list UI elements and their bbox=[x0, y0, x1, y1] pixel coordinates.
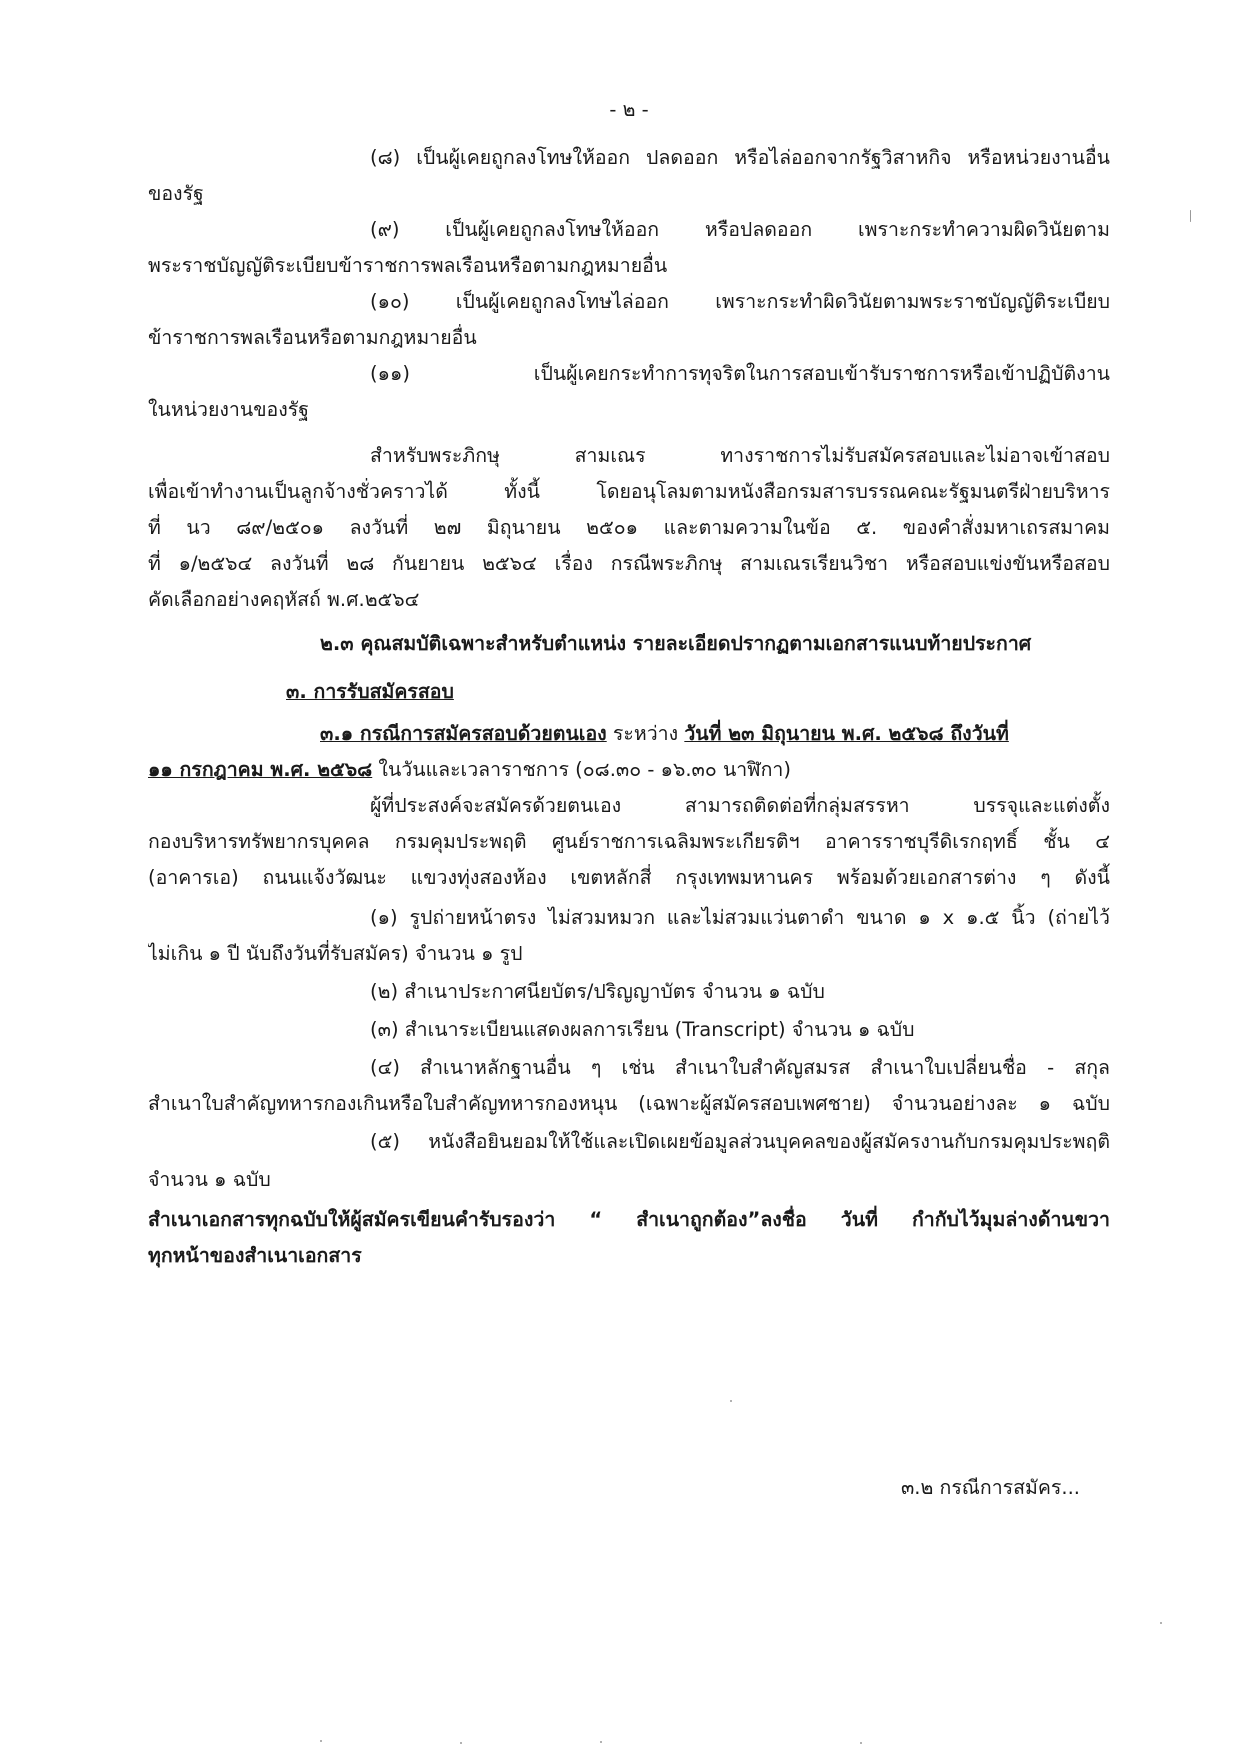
document-item-1-cont: ไม่เกิน ๑ ปี นับถึงวันที่รับสมัคร) จำนวน ๑ รูป bbox=[148, 942, 523, 965]
subsection-3-1-line-2 bbox=[148, 752, 1110, 788]
section-heading-3: ๓. การรับสมัครสอบ bbox=[286, 680, 454, 703]
date-range-connector: ระหว่าง bbox=[606, 722, 685, 745]
certification-note-cont: ทุกหน้าของสำเนาเอกสาร bbox=[148, 1244, 362, 1267]
paragraph-line: (๑๑) เป็นผู้เคยกระทำการทุจริตในการสอบเข้ารับราชการหรือเข้าปฏิบัติงาน bbox=[370, 362, 1110, 385]
paragraph-line: กองบริหารทรัพยากรบุคคล กรมคุมประพฤติ ศูนย์ราชการเฉลิมพระเกียรติฯ อาคารราชบุรีดิเรกฤทธิ์ ชั้น ๔ bbox=[148, 830, 1110, 853]
paragraph-line: ที่ นว ๘๙/๒๕๐๑ ลงวันที่ ๒๗ มิถุนายน ๒๕๐๑ และตามความในข้อ ๕. ของคำสั่งมหาเถรสมาคม bbox=[148, 516, 1110, 539]
page-number: - ๒ - bbox=[609, 98, 649, 121]
paragraph-line: ของรัฐ bbox=[148, 182, 204, 205]
certification-note: สำเนาเอกสารทุกฉบับให้ผู้สมัครเขียนคำรับรองว่า “ สำเนาถูกต้อง”ลงชื่อ วันที่ กำกับไว้มุมล่างด้านขวา bbox=[148, 1208, 1110, 1231]
paragraph-line: ข้าราชการพลเรือนหรือตามกฎหมายอื่น bbox=[148, 326, 477, 349]
scan-speck bbox=[860, 1742, 862, 1744]
document-item-5: (๕) หนังสือยินยอมให้ใช้และเปิดเผยข้อมูลส่วนบุคคลของผู้สมัครงานกับกรมคุมประพฤติ bbox=[370, 1130, 1110, 1153]
paragraph-line: ที่ ๑/๒๕๖๔ ลงวันที่ ๒๘ กันยายน ๒๕๖๔ เรื่อง กรณีพระภิกษุ สามเณรเรียนวิชา หรือสอบแข่งขันหรือสอบ bbox=[148, 552, 1110, 575]
scan-speck bbox=[460, 1742, 462, 1744]
paragraph-line: ผู้ที่ประสงค์จะสมัครด้วยตนเอง สามารถติดต่อที่กลุ่มสรรหา บรรจุและแต่งตั้ง bbox=[370, 794, 1110, 817]
document-item-4: (๔) สำเนาหลักฐานอื่น ๆ เช่น สำเนาใบสำคัญสมรส สำเนาใบเปลี่ยนชื่อ - สกุล bbox=[370, 1056, 1110, 1079]
paragraph-line: เพื่อเข้าทำงานเป็นลูกจ้างชั่วคราวได้ ทั้งนี้ โดยอนุโลมตามหนังสือกรมสารบรรณคณะรัฐมนตรีฝ่ายบริหาร bbox=[148, 480, 1110, 503]
office-hours: ในวันและเวลาราชการ (๐๘.๓๐ - ๑๖.๓๐ นาฬิกา) bbox=[372, 758, 791, 781]
paragraph-line: (๑๐) เป็นผู้เคยถูกลงโทษไล่ออก เพราะกระทำผิดวินัยตามพระราชบัญญัติระเบียบ bbox=[370, 290, 1110, 313]
paragraph-line: ในหน่วยงานของรัฐ bbox=[148, 398, 310, 421]
scan-speck bbox=[1190, 210, 1191, 222]
paragraph-line: คัดเลือกอย่างคฤหัสถ์ พ.ศ.๒๕๖๔ bbox=[148, 588, 420, 611]
scan-speck bbox=[1160, 1622, 1162, 1624]
date-range-start: วันที่ ๒๓ มิถุนายน พ.ศ. ๒๕๖๘ ถึงวันที่ bbox=[684, 722, 1009, 745]
subsection-3-1-line bbox=[320, 716, 1110, 752]
paragraph-line: พระราชบัญญัติระเบียบข้าราชการพลเรือนหรือตามกฎหมายอื่น bbox=[148, 254, 668, 277]
scan-speck bbox=[320, 1740, 322, 1742]
subsection-3-1-title: ๓.๑ กรณีการสมัครสอบด้วยตนเอง bbox=[320, 722, 607, 745]
document-item-5-cont: จำนวน ๑ ฉบับ bbox=[148, 1168, 271, 1191]
document-item-1: (๑) รูปถ่ายหน้าตรง ไม่สวมหมวก และไม่สวมแว่นตาดำ ขนาด ๑ x ๑.๕ นิ้ว (ถ่ายไว้ bbox=[370, 906, 1110, 929]
paragraph-line: สำหรับพระภิกษุ สามเณร ทางราชการไม่รับสมัครสอบและไม่อาจเข้าสอบ bbox=[370, 444, 1110, 467]
paragraph-line: (อาคารเอ) ถนนแจ้งวัฒนะ แขวงทุ่งสองห้อง เขตหลักสี่ กรุงเทพมหานคร พร้อมด้วยเอกสารต่าง ๆ ดังนี้ bbox=[148, 866, 1110, 889]
footer-continuation: ๓.๒ กรณีการสมัคร... bbox=[900, 1476, 1080, 1499]
document-item-4-cont: สำเนาใบสำคัญทหารกองเกินหรือใบสำคัญทหารกองหนุน (เฉพาะผู้สมัครสอบเพศชาย) จำนวนอย่างละ ๑ ฉบับ bbox=[148, 1092, 1110, 1115]
document-item-2: (๒) สำเนาประกาศนียบัตร/ปริญญาบัตร จำนวน ๑ ฉบับ bbox=[370, 980, 825, 1003]
scan-speck bbox=[730, 1400, 732, 1402]
document-item-3: (๓) สำเนาระเบียนแสดงผลการเรียน (Transcript) จำนวน ๑ ฉบับ bbox=[370, 1018, 915, 1041]
scan-speck bbox=[600, 1741, 602, 1743]
paragraph-line: (๙) เป็นผู้เคยถูกลงโทษให้ออก หรือปลดออก เพราะกระทำความผิดวินัยตาม bbox=[370, 218, 1110, 241]
section-heading-2-3: ๒.๓ คุณสมบัติเฉพาะสำหรับตำแหน่ง รายละเอียดปรากฏตามเอกสารแนบท้ายประกาศ bbox=[320, 632, 1032, 655]
paragraph-line: (๘) เป็นผู้เคยถูกลงโทษให้ออก ปลดออก หรือไล่ออกจากรัฐวิสาหกิจ หรือหน่วยงานอื่น bbox=[370, 146, 1110, 169]
date-range-end: ๑๑ กรกฎาคม พ.ศ. ๒๕๖๘ bbox=[148, 758, 373, 781]
